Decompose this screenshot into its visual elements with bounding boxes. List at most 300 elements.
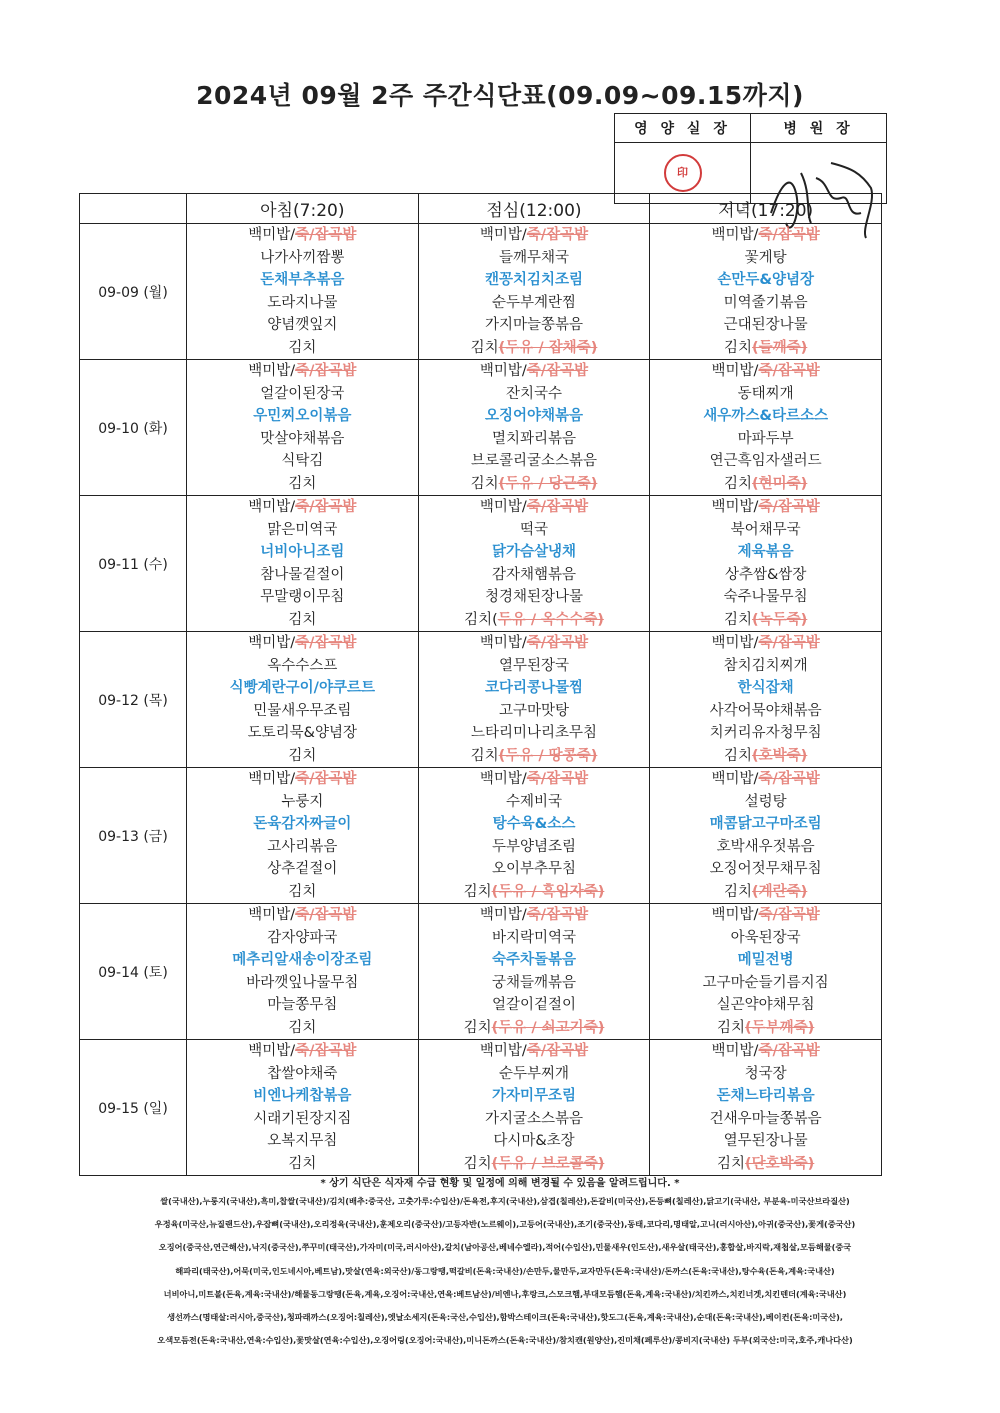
menu-item-name: 김치 — [470, 747, 499, 764]
menu-item — [419, 1108, 650, 1131]
alternative-option: 두유 / 옥수수죽) — [497, 611, 604, 628]
menu-item — [419, 586, 650, 609]
meal-cell-dinner — [650, 632, 882, 768]
menu-item-name: 코다리콩나물찜 — [484, 680, 584, 696]
menu-item-name: 닭가슴살냉채 — [491, 544, 576, 560]
menu-item-name: 백미밥/ — [479, 771, 527, 787]
origin-info — [60, 1190, 950, 1352]
menu-item — [650, 1130, 881, 1153]
table-row — [80, 632, 882, 768]
menu-item — [650, 564, 881, 587]
menu-item — [650, 858, 881, 881]
menu-item — [419, 450, 650, 473]
meal-cell-breakfast — [187, 904, 419, 1040]
menu-item — [650, 655, 881, 678]
day-date: 09-12 (목) — [80, 632, 187, 768]
menu-item-name: 찹쌀야채죽 — [267, 1065, 338, 1082]
menu-item — [187, 609, 418, 632]
menu-item-name: 오이부추무침 — [491, 861, 576, 877]
menu-item-name: 김치 — [288, 883, 317, 900]
menu-item — [419, 519, 650, 542]
alternative-option: (단호박죽) — [745, 1155, 815, 1172]
header-lunch: 점심(12:00) — [418, 194, 650, 224]
meal-cell-dinner — [650, 224, 882, 360]
menu-item — [187, 428, 418, 451]
menu-item-name: 김치 — [724, 475, 753, 492]
menu-item — [187, 405, 418, 428]
day-date: 09-15 (일) — [80, 1040, 187, 1176]
menu-item-name: 실곤약야채무침 — [716, 997, 815, 1013]
menu-item — [650, 813, 881, 836]
menu-item — [187, 768, 418, 791]
alternative-option: (계란죽) — [752, 883, 808, 900]
menu-item — [187, 1040, 418, 1063]
menu-item — [187, 722, 418, 745]
menu-item-name: 열무된장나물 — [723, 1133, 808, 1149]
menu-item — [650, 1085, 881, 1108]
menu-item — [419, 677, 650, 700]
menu-item-name: 맑은미역국 — [267, 521, 338, 538]
alternative-option: 죽/잡곡밥 — [758, 1043, 820, 1059]
table-row — [80, 1040, 882, 1176]
menu-item-name: 잔치국수 — [505, 385, 562, 402]
menu-item-name: 돈육감자짜글이 — [253, 816, 352, 832]
menu-item-name: 참나물겉절이 — [260, 566, 345, 583]
menu-item — [650, 972, 881, 995]
menu-item — [650, 745, 881, 768]
alternative-option: 죽/잡곡밥 — [526, 1043, 589, 1059]
menu-item-name: 도라지나물 — [267, 294, 338, 311]
menu-item — [419, 1040, 650, 1063]
alternative-option: 죽/잡곡밥 — [758, 771, 820, 787]
menu-item — [419, 813, 650, 836]
menu-item-name: 들깨무채국 — [498, 249, 569, 266]
menu-item-name: 한식잡채 — [737, 680, 794, 696]
menu-item-name: 백미밥/ — [479, 635, 527, 651]
alternative-option: 죽/잡곡밥 — [295, 771, 357, 787]
menu-item-name: 도토리묵&양념장 — [247, 725, 357, 741]
menu-item-name: 아욱된장국 — [730, 929, 801, 946]
menu-item-name: 백미밥/ — [248, 771, 296, 787]
menu-item — [650, 541, 881, 564]
menu-item — [187, 655, 418, 678]
table-row — [80, 360, 882, 496]
menu-item — [650, 405, 881, 428]
meal-cell-lunch — [418, 360, 650, 496]
menu-item-name: 마늘쫑무침 — [267, 997, 338, 1013]
menu-item — [650, 836, 881, 859]
menu-item — [419, 405, 650, 428]
menu-item — [650, 1153, 881, 1176]
menu-item — [187, 1108, 418, 1131]
menu-item-name: 김치 — [463, 883, 492, 900]
meal-cell-dinner — [650, 1040, 882, 1176]
menu-item-name: 치커리유자청무침 — [709, 725, 822, 741]
menu-item-name: 식탁김 — [281, 453, 324, 469]
menu-item — [650, 949, 881, 972]
menu-item-name: 청경채된장나물 — [484, 589, 584, 605]
table-row — [80, 904, 882, 1040]
header-breakfast: 아침(7:20) — [187, 194, 419, 224]
menu-item — [187, 224, 418, 247]
menu-item — [187, 314, 418, 337]
menu-item-name: 김치 — [288, 339, 317, 356]
menu-item-name: 느타리미나리초무침 — [470, 725, 598, 741]
menu-item — [650, 904, 881, 927]
menu-item — [650, 677, 881, 700]
menu-item — [419, 564, 650, 587]
menu-item-name: 근대된장나물 — [723, 317, 808, 333]
menu-item-name: 얼갈이된장국 — [260, 385, 345, 402]
meal-cell-lunch — [418, 768, 650, 904]
alternative-option: (두유 / 흑임자죽) — [491, 883, 605, 900]
menu-item-name: 고사리볶음 — [267, 838, 338, 855]
menu-item — [419, 972, 650, 995]
alternative-option: (두유 / 잡채죽) — [498, 339, 598, 356]
menu-item-name: 김치 — [288, 1019, 317, 1036]
menu-item-name: 감자양파국 — [267, 929, 338, 946]
menu-item — [650, 994, 881, 1017]
menu-item-name: 양념깻잎지 — [267, 317, 338, 333]
menu-item-name: 나가사끼짬뽕 — [260, 249, 345, 266]
alternative-option: 죽/잡곡밥 — [295, 363, 357, 379]
menu-item-name: 백미밥/ — [479, 907, 527, 923]
day-date: 09-10 (화) — [80, 360, 187, 496]
menu-item — [650, 791, 881, 814]
menu-item-name: 상추쌈&쌈장 — [724, 566, 807, 583]
menu-item-name: 백미밥/ — [711, 499, 759, 515]
menu-item — [419, 1017, 650, 1040]
meal-cell-dinner — [650, 768, 882, 904]
menu-item-name: 백미밥/ — [248, 363, 296, 379]
alternative-option: (두유 / 땅콩죽) — [498, 747, 598, 764]
origin-line: 생선까스(명태살:러시아,중국산),청파래까스(오징어:칠레산),엣날소세지(돈육:국산,수입산),함박스테이크(돈육:국내산),핫도그(돈육,계육:국내산),순대(돈육:국내산),베이컨(돈육:미국산), — [167, 1311, 843, 1322]
menu-item-name: 탕수육&소스 — [492, 816, 576, 832]
menu-item — [419, 745, 650, 768]
menu-item — [419, 247, 650, 270]
origin-line: 우정육(미국산,뉴질랜드산),우잡뼈(국내산),오리정육(국내산),훈제오리(중국산)/고등자반(노르웨이),고등어(국내산),조기(중국산),동태,코다리,명태알,고니(러시아산),아귀(중국산),꽃게(중국산) — [154, 1219, 856, 1230]
menu-item-name: 백미밥/ — [479, 227, 527, 243]
meal-cell-breakfast — [187, 360, 419, 496]
menu-item — [650, 383, 881, 406]
alternative-option: 죽/잡곡밥 — [758, 227, 820, 243]
menu-item — [650, 768, 881, 791]
origin-line: 해파리(태국산),어묵(미국,인도네시아,베트남),맛살(연육:외국산)/동그랑땡,떡갈비(돈육:국내산)/손만두,물만두,교자만두(돈육:국내산)/돈까스(돈육:국내산),탕수육(돈육,계육:국내산) — [175, 1265, 835, 1276]
menu-item — [419, 949, 650, 972]
menu-item-name: 가지굴소스볶음 — [484, 1110, 584, 1127]
alternative-option: (두유 / 쇠고기죽) — [491, 1019, 605, 1036]
table-row — [80, 496, 882, 632]
menu-item — [419, 836, 650, 859]
menu-item — [187, 496, 418, 519]
header-dinner: 저녁(17:20) — [650, 194, 882, 224]
alternative-option: 죽/잡곡밥 — [295, 635, 357, 651]
menu-item-name: 두부양념조림 — [491, 838, 576, 855]
menu-item-name: 백미밥/ — [248, 1043, 296, 1059]
menu-item — [187, 972, 418, 995]
menu-item-name: 김치 — [463, 1019, 492, 1036]
meal-cell-dinner — [650, 360, 882, 496]
menu-item — [650, 337, 881, 360]
menu-item-name: 궁채들깨볶음 — [491, 974, 576, 991]
menu-item-name: 얼갈이겉절이 — [491, 997, 576, 1013]
seal-stamp: 印 — [664, 154, 702, 192]
hospital-director-label: 병 원 장 — [751, 114, 887, 143]
alternative-option: 죽/잡곡밥 — [758, 635, 820, 651]
menu-item-name: 김치 — [724, 339, 753, 356]
menu-item-name: 김치 — [717, 1019, 746, 1036]
menu-item — [419, 428, 650, 451]
day-date: 09-13 (금) — [80, 768, 187, 904]
menu-item — [650, 428, 881, 451]
menu-item-name: 백미밥/ — [711, 227, 759, 243]
meal-cell-dinner — [650, 904, 882, 1040]
menu-item-name: 백미밥/ — [711, 771, 759, 787]
menu-item — [650, 473, 881, 496]
menu-item-name: 시래기된장지짐 — [253, 1110, 352, 1127]
menu-item-name: 김치 — [717, 1155, 746, 1172]
menu-item-name: 누룽지 — [281, 793, 324, 810]
alternative-option: 죽/잡곡밥 — [758, 363, 820, 379]
menu-item-name: 순두부계란찜 — [491, 294, 576, 311]
menu-item-name: 열무된장국 — [498, 657, 569, 674]
menu-item-name: 오복지무침 — [267, 1133, 338, 1149]
menu-item — [187, 360, 418, 383]
menu-item-name: 가자미무조림 — [491, 1088, 576, 1104]
menu-item-name: 꽃게탕 — [744, 249, 787, 266]
menu-item — [419, 292, 650, 315]
menu-item — [187, 904, 418, 927]
table-row — [80, 224, 882, 360]
menu-item — [187, 700, 418, 723]
menu-item — [187, 1063, 418, 1086]
menu-item-name: 김치( — [464, 611, 498, 628]
menu-item — [187, 247, 418, 270]
menu-item — [419, 383, 650, 406]
menu-item — [187, 383, 418, 406]
menu-item-name: 멸치꽈리볶음 — [491, 430, 576, 447]
menu-item-name: 마파두부 — [737, 430, 794, 447]
menu-item — [419, 541, 650, 564]
menu-item — [650, 1063, 881, 1086]
menu-item — [187, 1130, 418, 1153]
menu-item-name: 다시마&초장 — [493, 1133, 575, 1149]
menu-item-name: 김치 — [288, 747, 317, 764]
menu-item-name: 백미밥/ — [248, 907, 296, 923]
menu-item-name: 김치 — [724, 747, 753, 764]
menu-item — [187, 927, 418, 950]
menu-item — [650, 496, 881, 519]
menu-item-name: 백미밥/ — [248, 499, 296, 515]
menu-item-name: 매콤닭고구마조림 — [709, 816, 822, 832]
menu-item-name: 식빵계란구이/야쿠르트 — [229, 680, 376, 696]
menu-item — [650, 1017, 881, 1040]
meal-cell-breakfast — [187, 224, 419, 360]
menu-item-name: 새우까스&타르소스 — [703, 408, 828, 424]
menu-item — [419, 881, 650, 904]
menu-item-name: 백미밥/ — [711, 907, 759, 923]
menu-item — [650, 314, 881, 337]
menu-item-name: 오징어야채볶음 — [484, 408, 584, 424]
menu-item — [419, 224, 650, 247]
menu-item — [419, 1130, 650, 1153]
meal-cell-breakfast — [187, 1040, 419, 1176]
corner-header — [80, 194, 187, 224]
menu-item — [187, 881, 418, 904]
alternative-option: (두유 / 브로콜죽) — [491, 1155, 605, 1172]
menu-item — [187, 519, 418, 542]
alternative-option: (호박죽) — [752, 747, 808, 764]
menu-item-name: 바라깻잎나물무침 — [246, 974, 359, 991]
menu-item-name: 돈채부추볶음 — [260, 272, 345, 288]
menu-item-name: 상추겉절이 — [267, 861, 338, 877]
menu-item — [419, 791, 650, 814]
menu-item — [187, 586, 418, 609]
menu-item-name: 오징어젓무채무침 — [709, 861, 822, 877]
meal-cell-lunch — [418, 224, 650, 360]
menu-item — [650, 722, 881, 745]
menu-item — [187, 269, 418, 292]
menu-item — [650, 292, 881, 315]
menu-item — [187, 1153, 418, 1176]
menu-item — [187, 450, 418, 473]
menu-item — [419, 927, 650, 950]
meal-cell-lunch — [418, 632, 650, 768]
day-date: 09-09 (월) — [80, 224, 187, 360]
menu-item-name: 김치 — [463, 1155, 492, 1172]
menu-item — [650, 269, 881, 292]
menu-item — [650, 247, 881, 270]
menu-item — [419, 858, 650, 881]
menu-item-name: 미역줄기볶음 — [723, 294, 808, 311]
menu-item-name: 바지락미역국 — [491, 929, 576, 946]
alternative-option: 죽/잡곡밥 — [295, 499, 357, 515]
menu-item-name: 백미밥/ — [248, 227, 296, 243]
alternative-option: 죽/잡곡밥 — [295, 227, 357, 243]
menu-item — [187, 541, 418, 564]
menu-item-name: 돈채느타리볶음 — [716, 1088, 815, 1104]
menu-item — [419, 360, 650, 383]
menu-item — [419, 994, 650, 1017]
menu-item-name: 백미밥/ — [479, 499, 527, 515]
menu-item-name: 건새우마늘쫑볶음 — [709, 1110, 822, 1127]
menu-item — [419, 655, 650, 678]
menu-item-name: 김치 — [724, 611, 753, 628]
menu-item — [419, 632, 650, 655]
menu-item — [187, 791, 418, 814]
meal-cell-lunch — [418, 496, 650, 632]
menu-item-name: 메추리알새송이장조림 — [232, 952, 373, 968]
menu-item-name: 비엔나케찹볶음 — [253, 1088, 352, 1104]
alternative-option: 죽/잡곡밥 — [526, 771, 589, 787]
menu-item-name: 제육볶음 — [737, 544, 794, 560]
menu-item-name: 우민찌오이볶음 — [253, 408, 352, 424]
alternative-option: 죽/잡곡밥 — [758, 499, 820, 515]
menu-item — [419, 1063, 650, 1086]
meal-cell-breakfast — [187, 496, 419, 632]
menu-item-name: 너비아니조림 — [260, 544, 345, 560]
menu-item — [650, 881, 881, 904]
day-date: 09-11 (수) — [80, 496, 187, 632]
menu-item-name: 감자채햄볶음 — [491, 566, 576, 583]
menu-item — [419, 904, 650, 927]
meal-cell-breakfast — [187, 768, 419, 904]
menu-item-name: 김치 — [288, 1155, 317, 1172]
menu-item-name: 백미밥/ — [711, 363, 759, 379]
page-title: 2024년 09월 2주 주간식단표(09.09~09.15까지) — [196, 81, 804, 110]
menu-item — [419, 722, 650, 745]
alternative-option: (현미죽) — [752, 475, 808, 492]
menu-item-name: 김치 — [470, 339, 499, 356]
origin-line: 너비아니,미트볼(돈육,계육:국내산)/해물동그랑땡(돈육,계육,오징어:국내산,연육:베트남산)/비엔나,후랑크,스모크햄,부대모듬햄(돈육,계육:국내산)/치킨까스,치킨너겟,치킨텐더(계육:국내산) — [163, 1288, 847, 1299]
menu-item-name: 숙주차돌볶음 — [491, 952, 576, 968]
menu-item — [419, 496, 650, 519]
alternative-option: 죽/잡곡밥 — [295, 1043, 357, 1059]
menu-item — [650, 700, 881, 723]
alternative-option: (녹두죽) — [752, 611, 808, 628]
menu-item — [187, 632, 418, 655]
menu-item-name: 청국장 — [744, 1065, 787, 1082]
alternative-option: 죽/잡곡밥 — [526, 227, 589, 243]
menu-item-name: 가지마늘쫑볶음 — [484, 317, 584, 333]
menu-item-name: 백미밥/ — [711, 635, 759, 651]
origin-line: 오징어(중국산,연근해산),낙지(중국산),쭈꾸미(태국산),가자미(미국,러시아산),갈치(남아공산,베네수엘라),적어(수입산),민물새우(인도산),새우살(태국산),홍합살,바지락,재첩살,모듬해물(중국 — [158, 1242, 852, 1253]
menu-item-name: 무말랭이무침 — [260, 589, 345, 605]
menu-item-name: 연근흑임자샐러드 — [709, 453, 822, 469]
menu-item-name: 민물새우무조림 — [253, 702, 352, 719]
menu-item — [187, 677, 418, 700]
menu-item — [187, 1017, 418, 1040]
menu-item — [419, 337, 650, 360]
menu-item — [650, 927, 881, 950]
alternative-option: (들깨죽) — [752, 339, 808, 356]
approval-box — [614, 113, 887, 204]
menu-item-name: 백미밥/ — [248, 635, 296, 651]
day-date: 09-14 (토) — [80, 904, 187, 1040]
menu-item-name: 옥수수스프 — [267, 657, 338, 674]
menu-item — [419, 314, 650, 337]
meal-cell-breakfast — [187, 632, 419, 768]
menu-item-name: 순두부찌개 — [498, 1065, 569, 1082]
menu-item-name: 김치 — [288, 475, 317, 492]
menu-item — [419, 1153, 650, 1176]
alternative-option: (두유 / 당근죽) — [498, 475, 598, 492]
menu-item-name: 손만두&양념장 — [717, 272, 814, 288]
menu-item — [650, 450, 881, 473]
menu-item-name: 캔꽁치김치조림 — [484, 272, 584, 288]
menu-item-name: 호박새우젓볶음 — [716, 838, 815, 855]
menu-item-name: 백미밥/ — [479, 363, 527, 379]
menu-item-name: 떡국 — [519, 521, 548, 538]
menu-item — [419, 1085, 650, 1108]
menu-item-name: 고구마순들기름지짐 — [702, 974, 829, 991]
menu-item-name: 브로콜리굴소스볶음 — [470, 453, 598, 469]
menu-item — [187, 564, 418, 587]
menu-item — [650, 224, 881, 247]
menu-item — [419, 473, 650, 496]
alternative-option: (두부깨죽) — [745, 1019, 815, 1036]
alternative-option: 죽/잡곡밥 — [295, 907, 357, 923]
menu-item — [187, 473, 418, 496]
menu-item-name: 메밀전병 — [737, 952, 794, 968]
menu-item — [650, 632, 881, 655]
menu-item — [650, 609, 881, 632]
menu-item-name: 김치 — [288, 611, 317, 628]
menu-item — [187, 1085, 418, 1108]
menu-item — [187, 337, 418, 360]
menu-item — [187, 292, 418, 315]
menu-item — [650, 360, 881, 383]
